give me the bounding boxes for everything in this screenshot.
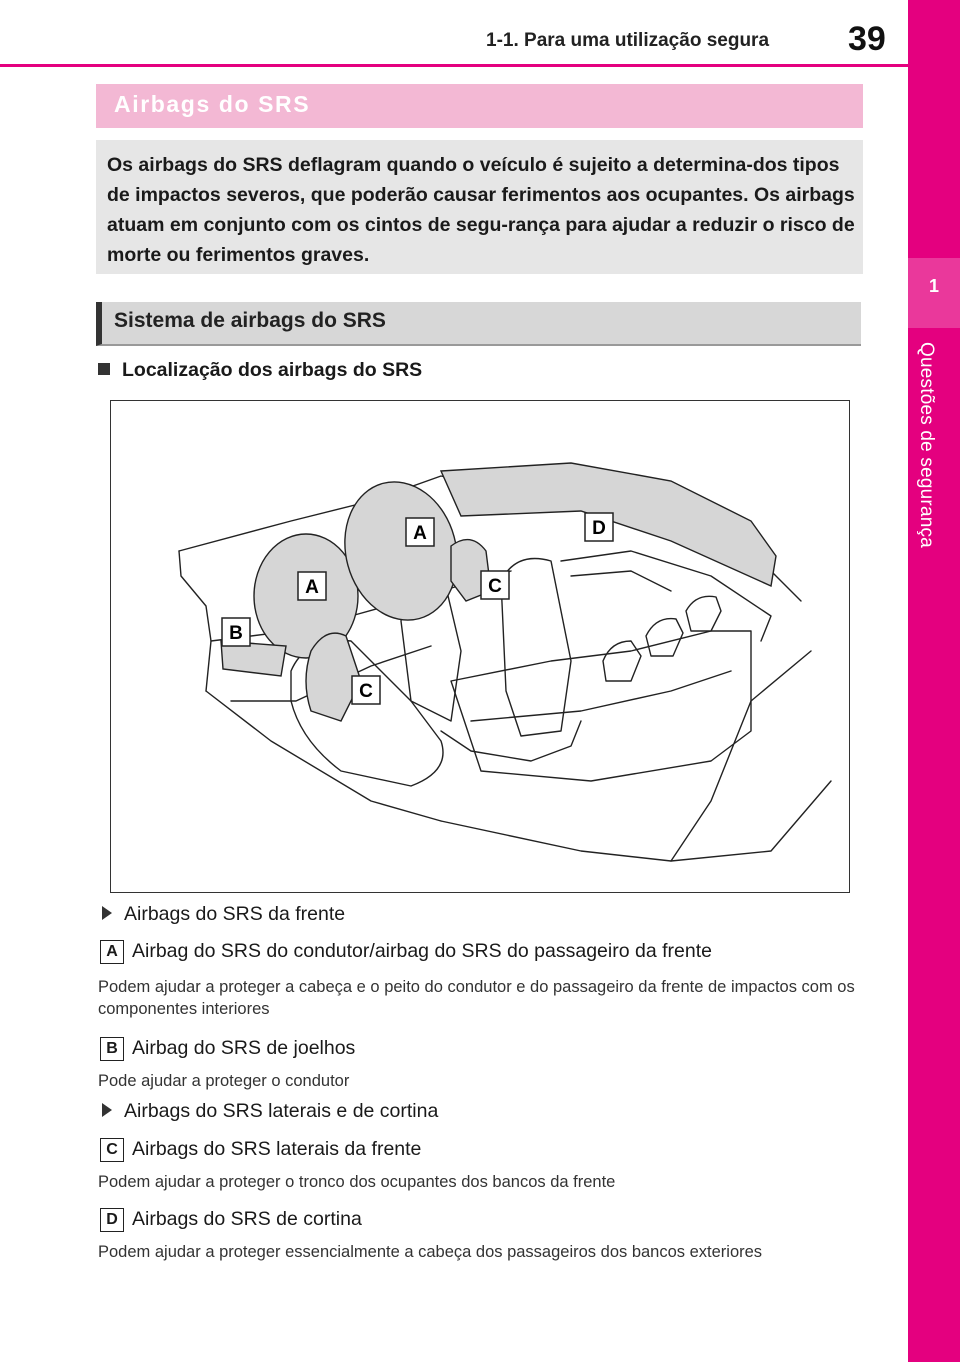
car-interior-illustration xyxy=(111,401,848,891)
legend-group-front-text: Airbags do SRS da frente xyxy=(124,903,346,925)
running-header: 1-1. Para uma utilização segura xyxy=(486,30,770,51)
chapter-number: 1 xyxy=(928,276,939,296)
callout-c-1-text: C xyxy=(359,681,373,702)
intro-text: Os airbags do SRS deflagram quando o veículo é sujeito a determina-dos tipos de impactos severos, que poderão causar ferimentos aos ocupantes. Os airbags atuam em conjunto com os cintos de segu-rança para ajudar a reduzir o risco de morte ou ferimentos graves. xyxy=(107,154,855,266)
callout-d xyxy=(585,513,613,541)
callout-c-2 xyxy=(481,571,509,599)
callout-c-2-text: C xyxy=(488,576,502,597)
legend-item-a xyxy=(100,940,860,966)
subheading xyxy=(98,359,422,382)
page-title: Airbags do SRS xyxy=(114,91,311,117)
badge-a: A xyxy=(100,940,124,964)
legend-item-c xyxy=(100,1138,860,1164)
legend-item-a-desc: Podem ajudar a proteger a cabeça e o peito do condutor e do passageiro da frente de impactos com os componentes interiores xyxy=(98,978,855,1018)
callout-d-text: D xyxy=(592,518,606,539)
triangle-bullet-icon xyxy=(102,906,112,920)
chapter-title: Questões de segurança xyxy=(916,342,937,548)
legend-item-b xyxy=(100,1037,860,1063)
legend-group-side-text: Airbags do SRS laterais e de cortina xyxy=(124,1100,439,1122)
badge-b: B xyxy=(100,1037,124,1061)
square-bullet-icon xyxy=(98,363,110,375)
callout-c-1 xyxy=(352,676,380,704)
section-heading: Sistema de airbags do SRS xyxy=(114,309,386,332)
header-rule xyxy=(0,64,908,67)
legend-item-c-label: Airbags do SRS laterais da frente xyxy=(132,1138,422,1160)
callout-a-2-text: A xyxy=(305,577,319,598)
legend-item-a-label: Airbag do SRS do condutor/airbag do SRS do passageiro da frente xyxy=(132,940,712,962)
callout-a-1-text: A xyxy=(413,523,427,544)
legend-item-d-label: Airbags do SRS de cortina xyxy=(132,1208,362,1230)
legend-group-side xyxy=(102,1100,438,1123)
badge-c: C xyxy=(100,1138,124,1162)
subheading-text: Localização dos airbags do SRS xyxy=(122,359,423,381)
airbag-location-figure xyxy=(110,400,850,893)
legend-item-d-desc: Podem ajudar a proteger essencialmente a cabeça dos passageiros dos bancos exteriores xyxy=(98,1243,763,1261)
triangle-bullet-icon xyxy=(102,1103,112,1117)
badge-d: D xyxy=(100,1208,124,1232)
legend-item-b-label: Airbag do SRS de joelhos xyxy=(132,1037,356,1059)
callout-a-1 xyxy=(406,518,434,546)
callout-b-text: B xyxy=(229,623,243,644)
legend-item-c-desc: Podem ajudar a proteger o tronco dos ocupantes dos bancos da frente xyxy=(98,1173,616,1191)
callout-a-2 xyxy=(298,572,326,600)
chapter-side-tab xyxy=(908,0,960,1362)
legend-item-b-desc: Pode ajudar a proteger o condutor xyxy=(98,1072,350,1090)
legend-item-d xyxy=(100,1208,860,1234)
page-number: 39 xyxy=(848,20,886,58)
legend-group-front xyxy=(102,903,345,926)
callout-b xyxy=(222,618,250,646)
